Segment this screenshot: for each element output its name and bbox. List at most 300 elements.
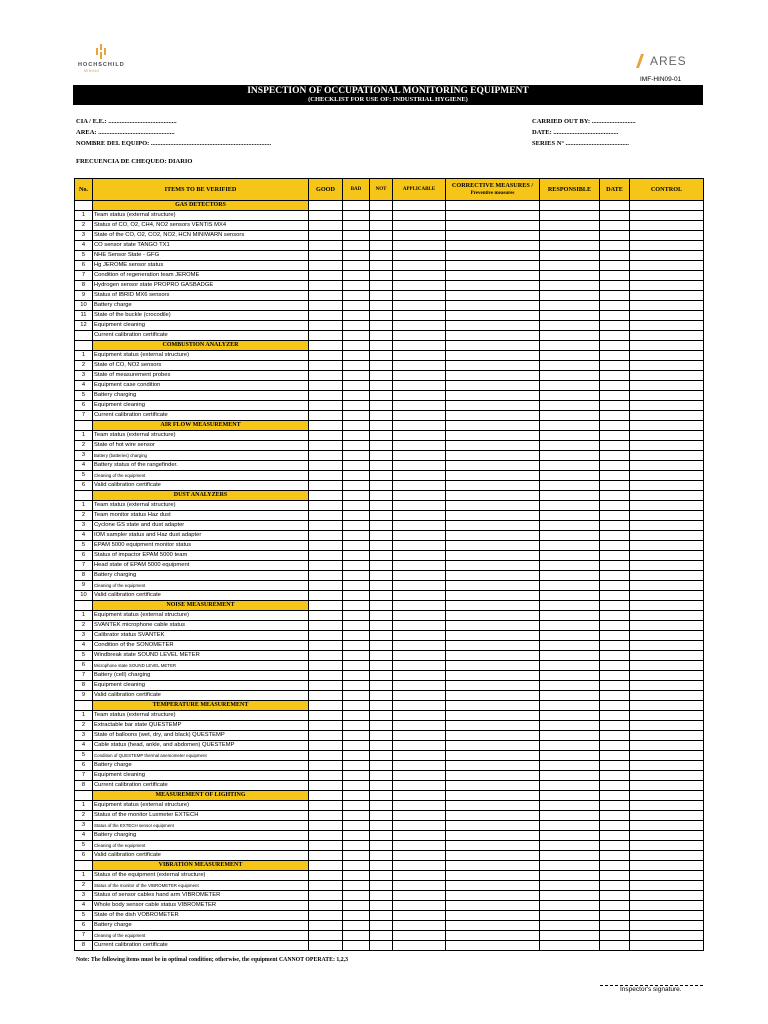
date-cell[interactable] (600, 761, 630, 771)
applicable-cell[interactable] (393, 941, 446, 951)
bad-cell[interactable] (343, 271, 370, 281)
good-cell[interactable] (309, 481, 343, 491)
date-cell[interactable] (600, 621, 630, 631)
bad-cell[interactable] (343, 881, 370, 891)
corrective-cell[interactable] (446, 911, 540, 921)
bad-cell[interactable] (343, 681, 370, 691)
not-cell[interactable] (370, 761, 393, 771)
control-cell[interactable] (630, 811, 704, 821)
date-cell[interactable] (600, 231, 630, 241)
corrective-cell[interactable] (446, 471, 540, 481)
applicable-cell[interactable] (393, 831, 446, 841)
responsible-cell[interactable] (540, 841, 600, 851)
bad-cell[interactable] (343, 641, 370, 651)
good-cell[interactable] (309, 941, 343, 951)
not-cell[interactable] (370, 821, 393, 831)
not-cell[interactable] (370, 841, 393, 851)
corrective-cell[interactable] (446, 501, 540, 511)
bad-cell[interactable] (343, 231, 370, 241)
good-cell[interactable] (309, 221, 343, 231)
control-cell[interactable] (630, 751, 704, 761)
control-cell[interactable] (630, 881, 704, 891)
not-cell[interactable] (370, 561, 393, 571)
bad-cell[interactable] (343, 321, 370, 331)
not-cell[interactable] (370, 331, 393, 341)
responsible-cell[interactable] (540, 591, 600, 601)
bad-cell[interactable] (343, 811, 370, 821)
date-cell[interactable] (600, 561, 630, 571)
responsible-cell[interactable] (540, 611, 600, 621)
good-cell[interactable] (309, 831, 343, 841)
responsible-cell[interactable] (540, 581, 600, 591)
responsible-cell[interactable] (540, 251, 600, 261)
not-cell[interactable] (370, 801, 393, 811)
date-cell[interactable] (600, 321, 630, 331)
responsible-cell[interactable] (540, 471, 600, 481)
bad-cell[interactable] (343, 441, 370, 451)
bad-cell[interactable] (343, 461, 370, 471)
responsible-cell[interactable] (540, 811, 600, 821)
corrective-cell[interactable] (446, 371, 540, 381)
bad-cell[interactable] (343, 851, 370, 861)
corrective-cell[interactable] (446, 711, 540, 721)
applicable-cell[interactable] (393, 511, 446, 521)
bad-cell[interactable] (343, 511, 370, 521)
bad-cell[interactable] (343, 591, 370, 601)
responsible-cell[interactable] (540, 821, 600, 831)
date-cell[interactable] (600, 931, 630, 941)
date-cell[interactable] (600, 591, 630, 601)
control-cell[interactable] (630, 261, 704, 271)
not-cell[interactable] (370, 851, 393, 861)
applicable-cell[interactable] (393, 681, 446, 691)
responsible-cell[interactable] (540, 311, 600, 321)
not-cell[interactable] (370, 591, 393, 601)
applicable-cell[interactable] (393, 291, 446, 301)
corrective-cell[interactable] (446, 231, 540, 241)
bad-cell[interactable] (343, 671, 370, 681)
control-cell[interactable] (630, 681, 704, 691)
applicable-cell[interactable] (393, 661, 446, 671)
responsible-cell[interactable] (540, 801, 600, 811)
control-cell[interactable] (630, 771, 704, 781)
not-cell[interactable] (370, 271, 393, 281)
good-cell[interactable] (309, 741, 343, 751)
not-cell[interactable] (370, 291, 393, 301)
responsible-cell[interactable] (540, 901, 600, 911)
control-cell[interactable] (630, 631, 704, 641)
control-cell[interactable] (630, 391, 704, 401)
bad-cell[interactable] (343, 531, 370, 541)
corrective-cell[interactable] (446, 361, 540, 371)
responsible-cell[interactable] (540, 851, 600, 861)
good-cell[interactable] (309, 461, 343, 471)
applicable-cell[interactable] (393, 921, 446, 931)
corrective-cell[interactable] (446, 431, 540, 441)
corrective-cell[interactable] (446, 391, 540, 401)
bad-cell[interactable] (343, 661, 370, 671)
bad-cell[interactable] (343, 481, 370, 491)
not-cell[interactable] (370, 741, 393, 751)
bad-cell[interactable] (343, 331, 370, 341)
good-cell[interactable] (309, 731, 343, 741)
control-cell[interactable] (630, 371, 704, 381)
control-cell[interactable] (630, 221, 704, 231)
applicable-cell[interactable] (393, 761, 446, 771)
bad-cell[interactable] (343, 841, 370, 851)
corrective-cell[interactable] (446, 761, 540, 771)
good-cell[interactable] (309, 361, 343, 371)
bad-cell[interactable] (343, 781, 370, 791)
not-cell[interactable] (370, 241, 393, 251)
good-cell[interactable] (309, 721, 343, 731)
responsible-cell[interactable] (540, 681, 600, 691)
date-cell[interactable] (600, 841, 630, 851)
corrective-cell[interactable] (446, 521, 540, 531)
not-cell[interactable] (370, 871, 393, 881)
responsible-cell[interactable] (540, 641, 600, 651)
bad-cell[interactable] (343, 941, 370, 951)
responsible-cell[interactable] (540, 691, 600, 701)
good-cell[interactable] (309, 311, 343, 321)
corrective-cell[interactable] (446, 681, 540, 691)
corrective-cell[interactable] (446, 291, 540, 301)
applicable-cell[interactable] (393, 471, 446, 481)
bad-cell[interactable] (343, 901, 370, 911)
control-cell[interactable] (630, 291, 704, 301)
not-cell[interactable] (370, 371, 393, 381)
not-cell[interactable] (370, 321, 393, 331)
control-cell[interactable] (630, 691, 704, 701)
date-cell[interactable] (600, 521, 630, 531)
not-cell[interactable] (370, 671, 393, 681)
date-cell[interactable] (600, 351, 630, 361)
good-cell[interactable] (309, 801, 343, 811)
good-cell[interactable] (309, 811, 343, 821)
responsible-cell[interactable] (540, 441, 600, 451)
date-cell[interactable] (600, 901, 630, 911)
date-cell[interactable] (600, 571, 630, 581)
control-cell[interactable] (630, 581, 704, 591)
good-cell[interactable] (309, 641, 343, 651)
control-cell[interactable] (630, 451, 704, 461)
date-cell[interactable] (600, 801, 630, 811)
not-cell[interactable] (370, 401, 393, 411)
good-cell[interactable] (309, 651, 343, 661)
good-cell[interactable] (309, 631, 343, 641)
applicable-cell[interactable] (393, 351, 446, 361)
date-cell[interactable] (600, 631, 630, 641)
good-cell[interactable] (309, 381, 343, 391)
applicable-cell[interactable] (393, 221, 446, 231)
control-cell[interactable] (630, 841, 704, 851)
corrective-cell[interactable] (446, 251, 540, 261)
not-cell[interactable] (370, 451, 393, 461)
corrective-cell[interactable] (446, 581, 540, 591)
date-cell[interactable] (600, 771, 630, 781)
bad-cell[interactable] (343, 581, 370, 591)
date-cell[interactable] (600, 721, 630, 731)
bad-cell[interactable] (343, 301, 370, 311)
responsible-cell[interactable] (540, 241, 600, 251)
control-cell[interactable] (630, 441, 704, 451)
corrective-cell[interactable] (446, 571, 540, 581)
applicable-cell[interactable] (393, 481, 446, 491)
good-cell[interactable] (309, 411, 343, 421)
corrective-cell[interactable] (446, 221, 540, 231)
good-cell[interactable] (309, 561, 343, 571)
good-cell[interactable] (309, 251, 343, 261)
not-cell[interactable] (370, 551, 393, 561)
control-cell[interactable] (630, 301, 704, 311)
good-cell[interactable] (309, 351, 343, 361)
corrective-cell[interactable] (446, 881, 540, 891)
responsible-cell[interactable] (540, 451, 600, 461)
control-cell[interactable] (630, 591, 704, 601)
bad-cell[interactable] (343, 871, 370, 881)
bad-cell[interactable] (343, 711, 370, 721)
corrective-cell[interactable] (446, 261, 540, 271)
good-cell[interactable] (309, 521, 343, 531)
good-cell[interactable] (309, 541, 343, 551)
control-cell[interactable] (630, 531, 704, 541)
applicable-cell[interactable] (393, 711, 446, 721)
date-cell[interactable] (600, 511, 630, 521)
not-cell[interactable] (370, 771, 393, 781)
corrective-cell[interactable] (446, 411, 540, 421)
control-cell[interactable] (630, 461, 704, 471)
corrective-cell[interactable] (446, 541, 540, 551)
good-cell[interactable] (309, 881, 343, 891)
responsible-cell[interactable] (540, 551, 600, 561)
applicable-cell[interactable] (393, 281, 446, 291)
bad-cell[interactable] (343, 211, 370, 221)
not-cell[interactable] (370, 831, 393, 841)
control-cell[interactable] (630, 251, 704, 261)
applicable-cell[interactable] (393, 451, 446, 461)
date-cell[interactable] (600, 271, 630, 281)
good-cell[interactable] (309, 321, 343, 331)
good-cell[interactable] (309, 401, 343, 411)
corrective-cell[interactable] (446, 211, 540, 221)
date-cell[interactable] (600, 371, 630, 381)
control-cell[interactable] (630, 401, 704, 411)
corrective-cell[interactable] (446, 931, 540, 941)
good-cell[interactable] (309, 571, 343, 581)
applicable-cell[interactable] (393, 391, 446, 401)
date-cell[interactable] (600, 811, 630, 821)
not-cell[interactable] (370, 901, 393, 911)
responsible-cell[interactable] (540, 771, 600, 781)
control-cell[interactable] (630, 761, 704, 771)
not-cell[interactable] (370, 251, 393, 261)
bad-cell[interactable] (343, 281, 370, 291)
responsible-cell[interactable] (540, 891, 600, 901)
corrective-cell[interactable] (446, 551, 540, 561)
control-cell[interactable] (630, 621, 704, 631)
good-cell[interactable] (309, 291, 343, 301)
bad-cell[interactable] (343, 731, 370, 741)
corrective-cell[interactable] (446, 811, 540, 821)
corrective-cell[interactable] (446, 441, 540, 451)
good-cell[interactable] (309, 841, 343, 851)
date-cell[interactable] (600, 851, 630, 861)
good-cell[interactable] (309, 611, 343, 621)
bad-cell[interactable] (343, 931, 370, 941)
responsible-cell[interactable] (540, 381, 600, 391)
applicable-cell[interactable] (393, 261, 446, 271)
responsible-cell[interactable] (540, 271, 600, 281)
date-cell[interactable] (600, 401, 630, 411)
responsible-cell[interactable] (540, 631, 600, 641)
applicable-cell[interactable] (393, 541, 446, 551)
corrective-cell[interactable] (446, 481, 540, 491)
corrective-cell[interactable] (446, 671, 540, 681)
date-cell[interactable] (600, 881, 630, 891)
date-cell[interactable] (600, 891, 630, 901)
date-cell[interactable] (600, 481, 630, 491)
corrective-cell[interactable] (446, 801, 540, 811)
not-cell[interactable] (370, 621, 393, 631)
control-cell[interactable] (630, 851, 704, 861)
applicable-cell[interactable] (393, 371, 446, 381)
corrective-cell[interactable] (446, 321, 540, 331)
responsible-cell[interactable] (540, 231, 600, 241)
responsible-cell[interactable] (540, 761, 600, 771)
responsible-cell[interactable] (540, 371, 600, 381)
responsible-cell[interactable] (540, 321, 600, 331)
good-cell[interactable] (309, 911, 343, 921)
not-cell[interactable] (370, 581, 393, 591)
corrective-cell[interactable] (446, 451, 540, 461)
date-cell[interactable] (600, 281, 630, 291)
not-cell[interactable] (370, 381, 393, 391)
applicable-cell[interactable] (393, 441, 446, 451)
corrective-cell[interactable] (446, 851, 540, 861)
control-cell[interactable] (630, 931, 704, 941)
good-cell[interactable] (309, 771, 343, 781)
control-cell[interactable] (630, 911, 704, 921)
control-cell[interactable] (630, 711, 704, 721)
bad-cell[interactable] (343, 561, 370, 571)
control-cell[interactable] (630, 321, 704, 331)
not-cell[interactable] (370, 881, 393, 891)
applicable-cell[interactable] (393, 931, 446, 941)
date-cell[interactable] (600, 681, 630, 691)
responsible-cell[interactable] (540, 781, 600, 791)
bad-cell[interactable] (343, 431, 370, 441)
control-cell[interactable] (630, 781, 704, 791)
not-cell[interactable] (370, 541, 393, 551)
applicable-cell[interactable] (393, 571, 446, 581)
control-cell[interactable] (630, 731, 704, 741)
date-cell[interactable] (600, 251, 630, 261)
control-cell[interactable] (630, 641, 704, 651)
responsible-cell[interactable] (540, 411, 600, 421)
date-cell[interactable] (600, 471, 630, 481)
control-cell[interactable] (630, 211, 704, 221)
good-cell[interactable] (309, 581, 343, 591)
bad-cell[interactable] (343, 741, 370, 751)
not-cell[interactable] (370, 751, 393, 761)
corrective-cell[interactable] (446, 281, 540, 291)
date-cell[interactable] (600, 301, 630, 311)
not-cell[interactable] (370, 631, 393, 641)
good-cell[interactable] (309, 711, 343, 721)
responsible-cell[interactable] (540, 651, 600, 661)
control-cell[interactable] (630, 481, 704, 491)
responsible-cell[interactable] (540, 481, 600, 491)
date-cell[interactable] (600, 641, 630, 651)
date-cell[interactable] (600, 611, 630, 621)
good-cell[interactable] (309, 261, 343, 271)
date-cell[interactable] (600, 411, 630, 421)
bad-cell[interactable] (343, 221, 370, 231)
bad-cell[interactable] (343, 451, 370, 461)
good-cell[interactable] (309, 211, 343, 221)
applicable-cell[interactable] (393, 821, 446, 831)
corrective-cell[interactable] (446, 691, 540, 701)
bad-cell[interactable] (343, 611, 370, 621)
responsible-cell[interactable] (540, 461, 600, 471)
not-cell[interactable] (370, 921, 393, 931)
corrective-cell[interactable] (446, 611, 540, 621)
control-cell[interactable] (630, 331, 704, 341)
bad-cell[interactable] (343, 651, 370, 661)
corrective-cell[interactable] (446, 461, 540, 471)
not-cell[interactable] (370, 911, 393, 921)
date-cell[interactable] (600, 941, 630, 951)
applicable-cell[interactable] (393, 551, 446, 561)
not-cell[interactable] (370, 931, 393, 941)
control-cell[interactable] (630, 541, 704, 551)
date-cell[interactable] (600, 261, 630, 271)
responsible-cell[interactable] (540, 291, 600, 301)
good-cell[interactable] (309, 281, 343, 291)
not-cell[interactable] (370, 891, 393, 901)
date-cell[interactable] (600, 461, 630, 471)
not-cell[interactable] (370, 781, 393, 791)
control-cell[interactable] (630, 231, 704, 241)
control-cell[interactable] (630, 381, 704, 391)
good-cell[interactable] (309, 441, 343, 451)
corrective-cell[interactable] (446, 381, 540, 391)
not-cell[interactable] (370, 411, 393, 421)
date-cell[interactable] (600, 711, 630, 721)
not-cell[interactable] (370, 681, 393, 691)
responsible-cell[interactable] (540, 541, 600, 551)
good-cell[interactable] (309, 621, 343, 631)
control-cell[interactable] (630, 501, 704, 511)
good-cell[interactable] (309, 431, 343, 441)
corrective-cell[interactable] (446, 531, 540, 541)
responsible-cell[interactable] (540, 221, 600, 231)
responsible-cell[interactable] (540, 661, 600, 671)
control-cell[interactable] (630, 661, 704, 671)
control-cell[interactable] (630, 281, 704, 291)
not-cell[interactable] (370, 211, 393, 221)
corrective-cell[interactable] (446, 591, 540, 601)
control-cell[interactable] (630, 921, 704, 931)
control-cell[interactable] (630, 941, 704, 951)
corrective-cell[interactable] (446, 621, 540, 631)
applicable-cell[interactable] (393, 521, 446, 531)
responsible-cell[interactable] (540, 711, 600, 721)
not-cell[interactable] (370, 611, 393, 621)
good-cell[interactable] (309, 931, 343, 941)
applicable-cell[interactable] (393, 401, 446, 411)
good-cell[interactable] (309, 761, 343, 771)
